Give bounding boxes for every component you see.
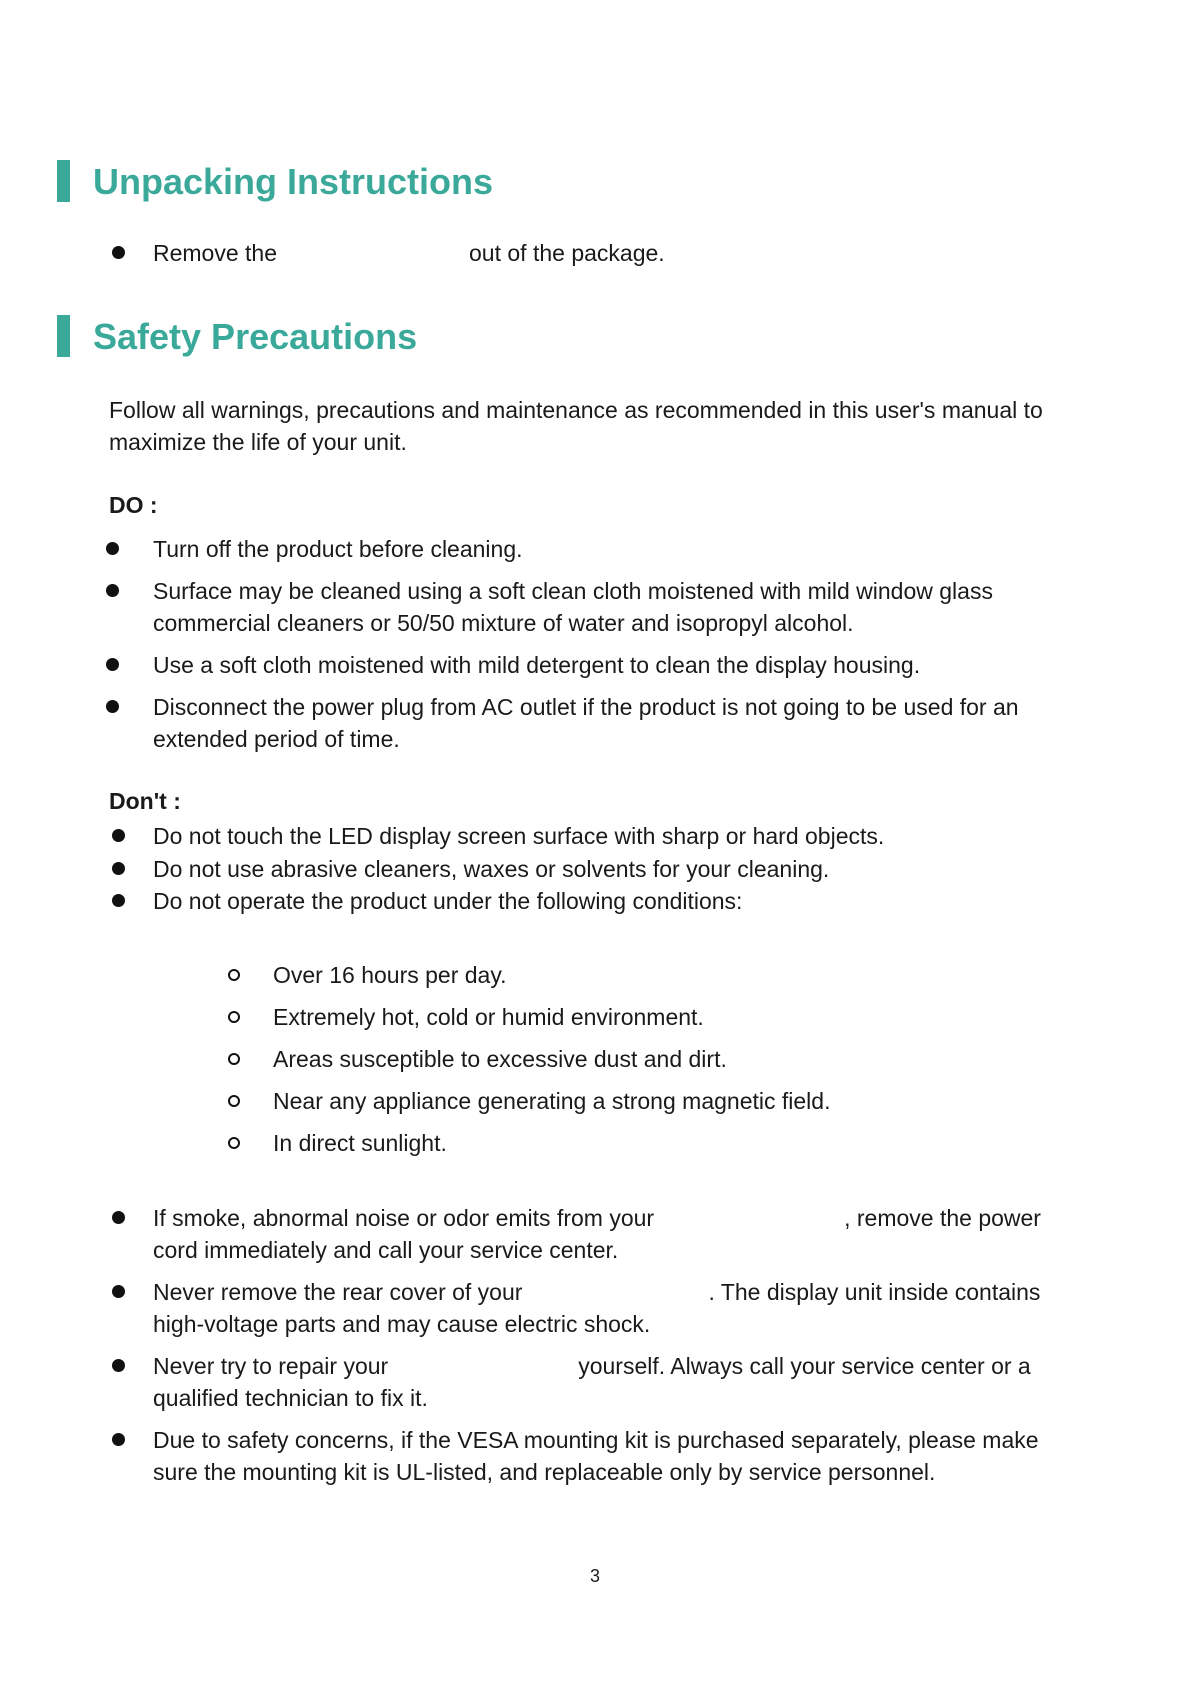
do-item: Disconnect the power plug from AC outlet if the product is not going to be used for an xyxy=(153,694,1019,720)
unpacking-item-after: out of the package. xyxy=(469,240,665,266)
warning-text: , remove the power xyxy=(844,1205,1041,1231)
do-item-cont: extended period of time. xyxy=(153,726,400,752)
dont-item: Do not operate the product under the following conditions: xyxy=(153,888,743,914)
do-item: Use a soft cloth moistened with mild detergent to clean the display housing. xyxy=(153,652,921,678)
bullet-icon xyxy=(112,862,125,875)
condition-item: Near any appliance generating a strong magnetic field. xyxy=(273,1088,831,1114)
circle-bullet-icon xyxy=(228,1011,240,1023)
unpacking-item xyxy=(153,237,665,269)
do-label: DO : xyxy=(109,492,158,518)
condition-item: Over 16 hours per day. xyxy=(273,962,507,988)
warning-text: Never try to repair your xyxy=(153,1353,389,1379)
do-item-cont: commercial cleaners or 50/50 mixture of water and isopropyl alcohol. xyxy=(153,610,854,636)
circle-bullet-icon xyxy=(228,1137,240,1149)
bullet-icon xyxy=(106,658,119,671)
do-item: Turn off the product before cleaning. xyxy=(153,536,523,562)
safety-intro-line1: Follow all warnings, precautions and maintenance as recommended in this user's manual to xyxy=(109,397,1043,423)
dont-label: Don't : xyxy=(109,788,181,814)
bullet-icon xyxy=(106,700,119,713)
condition-item: Extremely hot, cold or humid environment. xyxy=(273,1004,704,1030)
section-accent-bar xyxy=(57,315,70,357)
warning-text: yourself. Always call your service center or a xyxy=(578,1353,1031,1379)
safety-intro-line2: maximize the life of your unit. xyxy=(109,429,407,455)
circle-bullet-icon xyxy=(228,1095,240,1107)
section-accent-bar xyxy=(57,160,70,202)
bullet-icon xyxy=(112,894,125,907)
condition-item: Areas susceptible to excessive dust and dirt. xyxy=(273,1046,727,1072)
dont-item: Do not use abrasive cleaners, waxes or solvents for your cleaning. xyxy=(153,856,830,882)
circle-bullet-icon xyxy=(228,969,240,981)
bullet-icon xyxy=(112,1285,125,1298)
warning-item-cont: high-voltage parts and may cause electric shock. xyxy=(153,1311,651,1337)
safety-title: Safety Precautions xyxy=(93,316,418,357)
warning-item xyxy=(153,1350,1031,1382)
bullet-icon xyxy=(106,584,119,597)
circle-bullet-icon xyxy=(228,1053,240,1065)
bullet-icon xyxy=(112,246,125,259)
warning-item: Due to safety concerns, if the VESA mounting kit is purchased separately, please make xyxy=(153,1427,1039,1453)
do-item: Surface may be cleaned using a soft clean cloth moistened with mild window glass xyxy=(153,578,993,604)
warning-item xyxy=(153,1276,1040,1308)
bullet-icon xyxy=(112,1433,125,1446)
bullet-icon xyxy=(106,542,119,555)
bullet-icon xyxy=(112,1359,125,1372)
warning-item-cont: qualified technician to fix it. xyxy=(153,1385,428,1411)
dont-item: Do not touch the LED display screen surface with sharp or hard objects. xyxy=(153,823,885,849)
page-number: 3 xyxy=(589,1566,600,1586)
warning-text: Never remove the rear cover of your xyxy=(153,1279,523,1305)
warning-text: . The display unit inside contains xyxy=(708,1279,1041,1305)
unpacking-item-before: Remove the xyxy=(153,240,278,266)
bullet-icon xyxy=(112,1211,125,1224)
unpacking-title: Unpacking Instructions xyxy=(93,161,494,202)
condition-item: In direct sunlight. xyxy=(273,1130,447,1156)
bullet-icon xyxy=(112,829,125,842)
warning-item-cont: cord immediately and call your service center. xyxy=(153,1237,619,1263)
warning-item xyxy=(153,1202,1041,1234)
warning-text: If smoke, abnormal noise or odor emits from your xyxy=(153,1205,655,1231)
warning-item-cont: sure the mounting kit is UL-listed, and replaceable only by service personnel. xyxy=(153,1459,936,1485)
